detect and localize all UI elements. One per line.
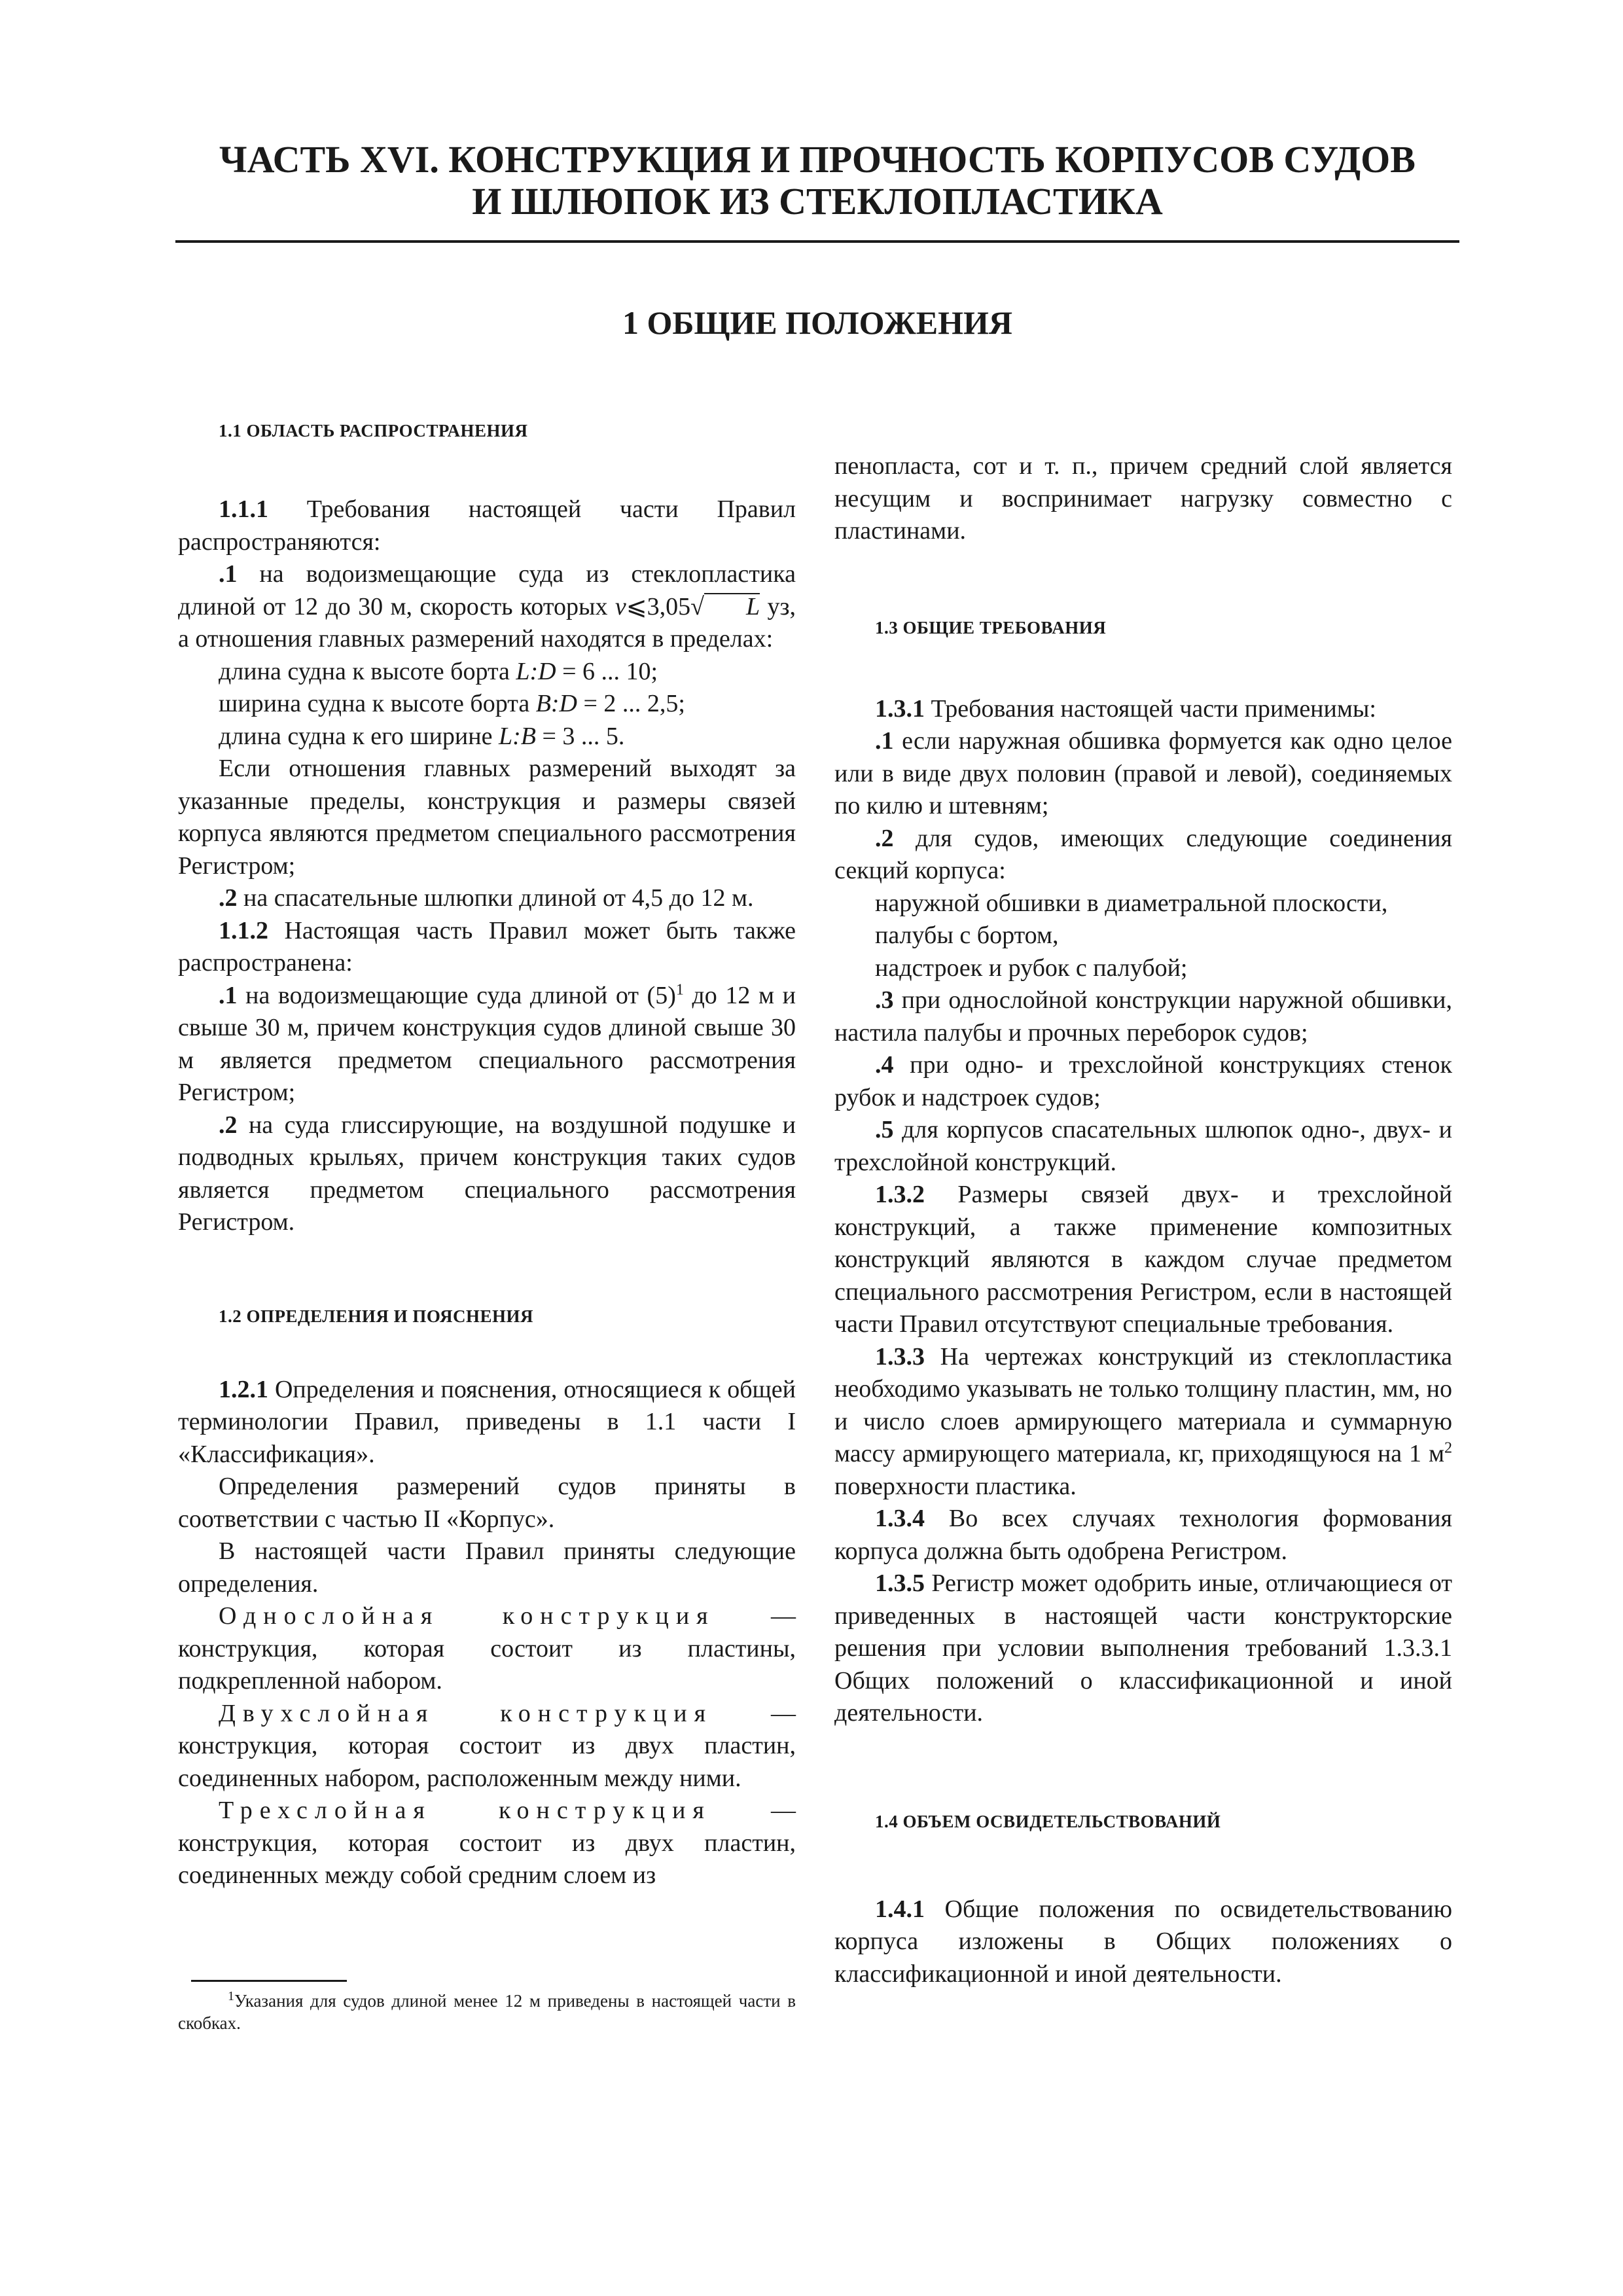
paragraph-1-4-1 [834,1893,1452,1991]
ratio-line-1 [178,656,796,689]
clause-text: Регистр может одобрить иные, отличающиеся от приведенных в настоящей части конструкторские решения при условии выполнения требований 1.3.3.1 Общих положений о классификационной и иной деятельности. [834,1570,1452,1727]
clause-text: Размеры связей двух- и трехслойной конструкций, а также применение композитных конструкций являются в каждом случае предметом специального рассмотрения Регистром, если в настоящей части Правил отсутствуют специальные требования. [834,1181,1452,1338]
item-1-3-1-2 [834,823,1452,888]
item-text: для корпусов спасательных шлюпок одно-, двух- и трехслойной конструкций. [834,1116,1452,1176]
title-line-1: ЧАСТЬ XVI. КОНСТРУКЦИЯ И ПРОЧНОСТЬ КОРПУСОВ СУДОВ [219,138,1416,181]
chapter-title: 1 ОБЩИЕ ПОЛОЖЕНИЯ [622,304,1012,341]
item-text: для судов, имеющих следующие соединения секций корпуса: [834,824,1452,884]
clause-number: 1.3.4 [875,1505,925,1532]
clause-text: Во всех случаях технология формования корпуса должна быть одобрена Регистром. [834,1505,1452,1565]
joint-line-3: надстроек и рубок с палубой; [875,954,1188,982]
section-heading-1-1: 1.1 ОБЛАСТЬ РАСПРОСТРАНЕНИЯ [219,421,528,440]
ratio-label: длина судна к высоте борта [219,657,516,685]
clause-number: 1.1.1 [219,495,268,523]
clause-number: 1.2.1 [219,1375,268,1403]
ratio-value: = 6 ... 10; [556,657,658,685]
clause-number: 1.3.5 [875,1570,925,1597]
item-1-1-1-1 [178,558,796,656]
ratio-value: = 2 ... 2,5; [577,690,685,717]
page-title [175,139,1459,223]
item-1-3-1-1 [834,725,1452,823]
section-heading-1-3: 1.3 ОБЩИЕ ТРЕБОВАНИЯ [875,617,1107,637]
footnote [178,1990,796,2034]
footnote-rule [191,1980,347,1982]
paragraph-1-3-3 [834,1341,1452,1503]
formula-leq: ⩽3,05 [626,592,691,620]
definition-double-layer [178,1698,796,1795]
ratio-value: = 3 ... 5. [535,722,625,750]
title-line-2: И ШЛЮПОК ИЗ СТЕКЛОПЛАСТИКА [472,180,1163,223]
paragraph-continuation: пенопласта, сот и т. п., причем средний слой является несущим и воспринимает нагрузку совместно с пластинами. [834,452,1452,545]
item-text: на спасательные шлюпки длиной от 4,5 до 12 м. [237,884,754,912]
joint-line-1: наружной обшивки в диаметральной плоскости, [875,889,1388,917]
definition-text: — конструкция, которая состоит из двух пластин, соединенных между собой средним слоем из [178,1797,796,1889]
definition-term: Двухслойная конструкция [219,1699,713,1727]
formula-l: L [704,593,760,619]
right-column [834,450,1452,1990]
section-heading-1-2: 1.2 ОПРЕДЕЛЕНИЯ И ПОЯСНЕНИЯ [219,1306,534,1326]
item-number: .3 [875,986,894,1014]
item-number: .4 [875,1051,894,1079]
item-1-1-2-2 [178,1109,796,1239]
definition-text: — конструкция, которая состоит из двух пластин, соединенных набором, расположенным между ними. [178,1699,796,1792]
left-column [178,419,796,1892]
item-1-1-2-1 [178,980,796,1109]
paragraph-1-3-5 [834,1568,1452,1730]
item-number: .2 [875,824,894,852]
definition-term: Трехслойная конструкция [219,1797,711,1824]
item-text: при однослойной конструкции наружной обшивки, настила палубы и прочных переборок судов; [834,986,1452,1047]
ratio-label: ширина судна к высоте борта [219,690,536,717]
clause-number: 1.3.3 [875,1342,925,1371]
definition-text: — конструкция, которая состоит из пластины, подкрепленной набором. [178,1602,796,1695]
footnote-mark: 1 [228,1989,234,2003]
clause-text-end: поверхности пластика. [834,1472,1077,1500]
ratio-formula: L:B [498,722,536,750]
paragraph-1-3-1 [834,693,1452,726]
paragraph-definitions: В настоящей части Правил приняты следующие определения. [178,1537,796,1598]
ratio-line-2 [178,688,796,721]
definition-term: Однослойная конструкция [219,1602,715,1630]
paragraph-1-1-2 [178,915,796,980]
superscript: 2 [1444,1439,1452,1457]
item-number: .2 [219,1111,238,1139]
clause-text: На чертежах конструкций из стеклопластика необходимо указывать не только толщину пластин, мм, но и число слоев армирующего материала и суммарную массу армирующего материала, кг, приходящуюся на 1 м [834,1342,1452,1467]
clause-number: 1.3.2 [875,1181,925,1208]
clause-text: Требования настоящей части Правил распространяются: [178,495,796,556]
paragraph-1-1-1 [178,493,796,558]
item-text: на водоизмещающие суда длиной от (5) [237,981,676,1009]
item-number: .2 [219,884,238,912]
clause-text: Требования настоящей части применимы: [925,694,1376,723]
clause-text: Определения и пояснения, относящиеся к общей терминологии Правил, приведены в 1.1 части I «Классификация». [178,1375,796,1468]
item-number: .1 [219,981,238,1009]
item-number: .5 [875,1116,894,1143]
joint-line-2: палубы с бортом, [875,922,1059,949]
item-1-3-1-3 [834,984,1452,1049]
paragraph-1-3-4 [834,1503,1452,1568]
definition-sandwich [178,1795,796,1892]
ratio-label: длина судна к его ширине [219,722,499,750]
section-heading-1-4: 1.4 ОБЪЕМ ОСВИДЕТЕЛЬСТВОВАНИЙ [875,1811,1221,1831]
footnote-ref: 1 [675,980,684,998]
clause-text: Общие положения по освидетельствованию корпуса изложены в Общих положениях о классификационной и иной деятельности. [834,1895,1452,1988]
clause-number: 1.4.1 [875,1895,925,1923]
footnote-text: Указания для судов длиной менее 12 м приведены в настоящей части в скобках. [178,1991,796,2033]
clause-number: 1.1.2 [219,916,268,944]
item-1-3-1-5 [834,1114,1452,1179]
item-text-end: до 12 м и свыше 30 м, причем конструкция судов длиной свыше 30 м является предметом специального рассмотрения Регистром; [178,981,796,1106]
paragraph-1-3-2 [834,1179,1452,1341]
paragraph-exceed: Если отношения главных размерений выходят за указанные пределы, конструкция и размеры связей корпуса являются предметом специального рассмотрения Регистром; [178,755,796,880]
ratio-formula: L:D [516,657,556,685]
item-text-end: уз, а отношения главных размерений находятся в пределах: [178,592,796,653]
definition-single-layer [178,1600,796,1698]
item-text: при одно- и трехслойной конструкциях стенок рубок и надстроек судов; [834,1051,1452,1111]
title-rule [175,240,1459,243]
item-text: на водоизмещающие суда из стеклопластика длиной от 12 до 30 м, скорость которых [178,560,796,620]
root-sign: √ [690,592,704,620]
item-1-1-1-2 [178,882,796,915]
clause-text: Настоящая часть Правил может быть также распространена: [178,916,796,977]
clause-number: 1.3.1 [875,694,925,723]
item-1-3-1-4 [834,1049,1452,1114]
paragraph-dimensions: Определения размерений судов приняты в соответствии с частью II «Корпус». [178,1473,796,1533]
item-number: .1 [219,560,238,588]
paragraph-1-2-1 [178,1374,796,1471]
item-text: на суда глиссирующие, на воздушной подушке и подводных крыльях, причем конструкция таких судов является предметом специального рассмотрения Регистром. [178,1111,796,1236]
item-number: .1 [875,727,894,755]
item-text: если наружная обшивка формуется как одно целое или в виде двух половин (правой и левой), соединяемых по килю и штевням; [834,727,1452,819]
formula-v: v [615,592,626,620]
ratio-formula: B:D [535,690,577,717]
ratio-line-3 [178,721,796,753]
